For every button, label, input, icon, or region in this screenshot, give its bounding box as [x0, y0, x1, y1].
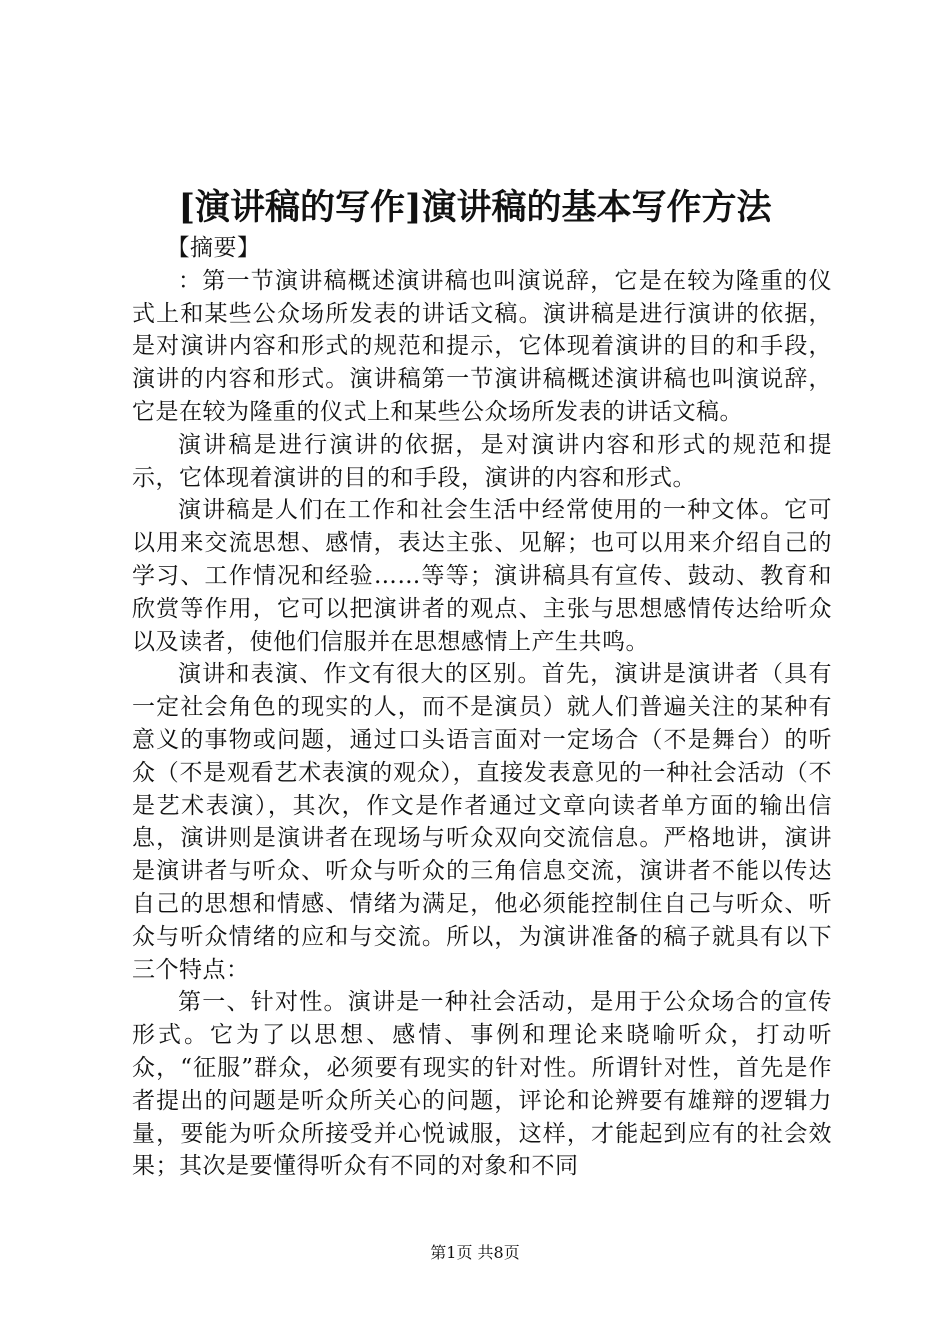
paragraph-4: 演讲和表演、作文有很大的区别。首先，演讲是演讲者（具有一定社会角色的现实的人，而不是演员）就人们普遍关注的某种有意义的事物或问题，通过口头语言面对一定场合（不是舞台）的听众（不是观看艺术表演的观众），直接发表意见的一种社会活动（不是艺术表演），其次，作文是作者通过文章向读者单方面的输出信息，演讲则是演讲者在现场与听众双向交流信息。严格地讲，演讲是演讲者与听众、听众与听众的三角信息交流，演讲者不能以传达自己的思想和情感、情绪为满足，他必须能控制住自己与听众、听众与听众情绪的应和与交流。所以，为演讲准备的稿子就具有以下三个特点： — [132, 661, 832, 983]
abstract-heading: 【摘要】 — [166, 235, 261, 261]
paragraph-1: ：第一节演讲稿概述演讲稿也叫演说辞，它是在较为隆重的仪式上和某些公众场所发表的讲话文稿。演讲稿是进行演讲的依据，是对演讲内容和形式的规范和提示，它体现着演讲的目的和手段，演讲的内容和形式。演讲稿第一节演讲稿概述演讲稿也叫演说辞，它是在较为隆重的仪式上和某些公众场所发表的讲话文稿。 — [132, 267, 832, 425]
paragraph-5: 第一、针对性。演讲是一种社会活动，是用于公众场合的宣传形式。它为了以思想、感情、事例和理论来晓喻听众，打动听众，“征服”群众，必须要有现实的针对性。所谓针对性，首先是作者提出的问题是听众所关心的问题，评论和论辨要有雄辩的逻辑力量，要能为听众所接受并心悦诚服，这样，才能起到应有的社会效果；其次是要懂得听众有不同的对象和不同 — [132, 989, 832, 1180]
document-body — [132, 232, 832, 1183]
paragraph-2: 演讲稿是进行演讲的依据，是对演讲内容和形式的规范和提示，它体现着演讲的目的和手段，演讲的内容和形式。 — [132, 431, 832, 491]
document-title: [演讲稿的写作]演讲稿的基本写作方法 — [178, 187, 772, 228]
paragraph-3: 演讲稿是人们在工作和社会生活中经常使用的一种文体。它可以用来交流思想、感情，表达主张、见解；也可以用来介绍自己的学习、工作情况和经验……等等；演讲稿具有宣传、鼓动、教育和欣赏等作用，它可以把演讲者的观点、主张与思想感情传达给听众以及读者，使他们信服并在思想感情上产生共鸣。 — [132, 497, 832, 655]
page-footer: 第1页 共8页 — [430, 1243, 520, 1262]
